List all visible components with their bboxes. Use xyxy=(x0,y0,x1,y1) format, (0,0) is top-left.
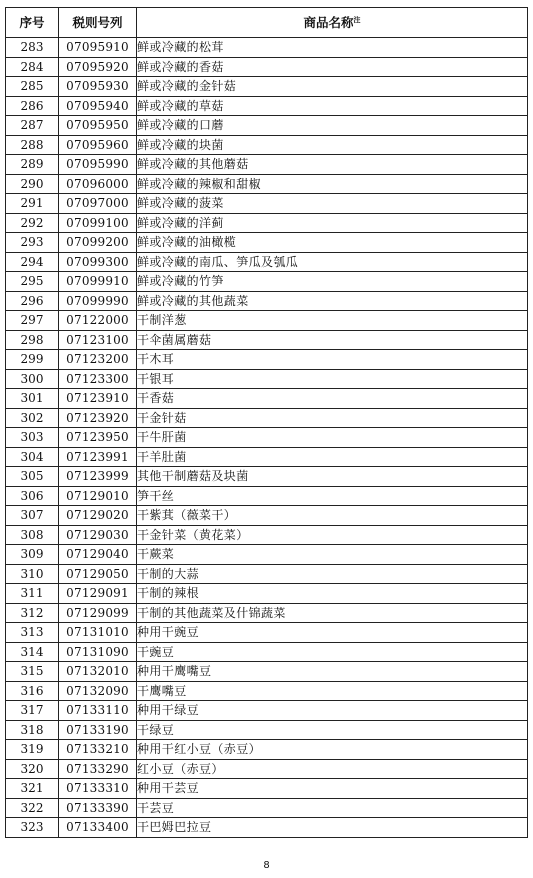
row-code: 07095910 xyxy=(59,38,137,58)
tariff-table xyxy=(5,7,528,838)
row-name: 鲜或冷藏的草菇 xyxy=(137,96,528,116)
row-seq: 285 xyxy=(6,77,59,97)
row-seq: 303 xyxy=(6,428,59,448)
row-name: 干金针菇 xyxy=(137,408,528,428)
table-row xyxy=(6,486,528,506)
row-name: 鲜或冷藏的洋蓟 xyxy=(137,213,528,233)
table-row xyxy=(6,135,528,155)
row-seq: 316 xyxy=(6,681,59,701)
table-row xyxy=(6,350,528,370)
row-code: 07123200 xyxy=(59,350,137,370)
row-seq: 317 xyxy=(6,701,59,721)
row-name: 干金针菜（黄花菜） xyxy=(137,525,528,545)
row-seq: 318 xyxy=(6,720,59,740)
row-name: 干豌豆 xyxy=(137,642,528,662)
row-code: 07133310 xyxy=(59,779,137,799)
row-seq: 284 xyxy=(6,57,59,77)
row-code: 07133210 xyxy=(59,740,137,760)
row-seq: 287 xyxy=(6,116,59,136)
table-row xyxy=(6,818,528,838)
row-name: 鲜或冷藏的香菇 xyxy=(137,57,528,77)
table-row xyxy=(6,213,528,233)
row-code: 07099300 xyxy=(59,252,137,272)
row-seq: 296 xyxy=(6,291,59,311)
row-code: 07099990 xyxy=(59,291,137,311)
table-row xyxy=(6,584,528,604)
table-body xyxy=(6,38,528,838)
table-row xyxy=(6,252,528,272)
row-seq: 291 xyxy=(6,194,59,214)
table-row xyxy=(6,642,528,662)
row-code: 07099100 xyxy=(59,213,137,233)
table-row xyxy=(6,272,528,292)
row-seq: 321 xyxy=(6,779,59,799)
table-row xyxy=(6,408,528,428)
row-name: 干香菇 xyxy=(137,389,528,409)
row-seq: 298 xyxy=(6,330,59,350)
row-name: 种用干鹰嘴豆 xyxy=(137,662,528,682)
table-row xyxy=(6,174,528,194)
row-name: 其他干制蘑菇及块菌 xyxy=(137,467,528,487)
row-name: 鲜或冷藏的块菌 xyxy=(137,135,528,155)
table-row xyxy=(6,155,528,175)
row-name: 种用干红小豆（赤豆） xyxy=(137,740,528,760)
table-row xyxy=(6,447,528,467)
row-code: 07095920 xyxy=(59,57,137,77)
row-name: 干制的其他蔬菜及什锦蔬菜 xyxy=(137,603,528,623)
row-code: 07123999 xyxy=(59,467,137,487)
row-name: 鲜或冷藏的南瓜、笋瓜及瓠瓜 xyxy=(137,252,528,272)
row-name: 鲜或冷藏的其他蔬菜 xyxy=(137,291,528,311)
row-name: 鲜或冷藏的其他蘑菇 xyxy=(137,155,528,175)
table-row xyxy=(6,428,528,448)
row-name: 种用干豌豆 xyxy=(137,623,528,643)
row-name: 干伞菌属蘑菇 xyxy=(137,330,528,350)
row-name: 干蕨菜 xyxy=(137,545,528,565)
row-code: 07132010 xyxy=(59,662,137,682)
table-row xyxy=(6,77,528,97)
header-code: 税则号列 xyxy=(59,8,137,38)
table-row xyxy=(6,701,528,721)
row-seq: 289 xyxy=(6,155,59,175)
row-name: 鲜或冷藏的口蘑 xyxy=(137,116,528,136)
header-name-footnote-marker: 注 xyxy=(353,15,361,24)
row-name: 干巴姆巴拉豆 xyxy=(137,818,528,838)
row-name: 干鹰嘴豆 xyxy=(137,681,528,701)
table-row xyxy=(6,798,528,818)
row-seq: 300 xyxy=(6,369,59,389)
table-row xyxy=(6,233,528,253)
row-code: 07095950 xyxy=(59,116,137,136)
row-name: 干牛肝菌 xyxy=(137,428,528,448)
row-name: 种用干绿豆 xyxy=(137,701,528,721)
row-code: 07095990 xyxy=(59,155,137,175)
row-name: 干银耳 xyxy=(137,369,528,389)
row-code: 07123950 xyxy=(59,428,137,448)
row-code: 07123991 xyxy=(59,447,137,467)
row-seq: 288 xyxy=(6,135,59,155)
row-seq: 290 xyxy=(6,174,59,194)
row-name: 干制的辣根 xyxy=(137,584,528,604)
table-row xyxy=(6,369,528,389)
row-seq: 322 xyxy=(6,798,59,818)
row-seq: 315 xyxy=(6,662,59,682)
row-seq: 311 xyxy=(6,584,59,604)
row-name: 干芸豆 xyxy=(137,798,528,818)
table-row xyxy=(6,603,528,623)
row-seq: 305 xyxy=(6,467,59,487)
row-code: 07129050 xyxy=(59,564,137,584)
table-row xyxy=(6,389,528,409)
row-seq: 304 xyxy=(6,447,59,467)
row-seq: 306 xyxy=(6,486,59,506)
row-seq: 297 xyxy=(6,311,59,331)
row-code: 07123300 xyxy=(59,369,137,389)
row-name: 干木耳 xyxy=(137,350,528,370)
row-code: 07123920 xyxy=(59,408,137,428)
row-code: 07133110 xyxy=(59,701,137,721)
row-code: 07131010 xyxy=(59,623,137,643)
row-name: 鲜或冷藏的金针菇 xyxy=(137,77,528,97)
row-seq: 320 xyxy=(6,759,59,779)
row-code: 07129099 xyxy=(59,603,137,623)
table-row xyxy=(6,740,528,760)
row-seq: 313 xyxy=(6,623,59,643)
table-row xyxy=(6,96,528,116)
row-name: 鲜或冷藏的竹笋 xyxy=(137,272,528,292)
row-code: 07095960 xyxy=(59,135,137,155)
table-row xyxy=(6,545,528,565)
row-code: 07129020 xyxy=(59,506,137,526)
row-name: 鲜或冷藏的菠菜 xyxy=(137,194,528,214)
row-name: 笋干丝 xyxy=(137,486,528,506)
row-code: 07129030 xyxy=(59,525,137,545)
row-code: 07129040 xyxy=(59,545,137,565)
row-code: 07133400 xyxy=(59,818,137,838)
row-code: 07095940 xyxy=(59,96,137,116)
row-seq: 295 xyxy=(6,272,59,292)
table-row xyxy=(6,662,528,682)
row-seq: 308 xyxy=(6,525,59,545)
table-row xyxy=(6,194,528,214)
row-code: 07123100 xyxy=(59,330,137,350)
row-name: 种用干芸豆 xyxy=(137,779,528,799)
table-row xyxy=(6,720,528,740)
table-row xyxy=(6,564,528,584)
header-seq: 序号 xyxy=(6,8,59,38)
row-seq: 307 xyxy=(6,506,59,526)
table-row xyxy=(6,779,528,799)
row-code: 07133190 xyxy=(59,720,137,740)
header-row xyxy=(6,8,528,38)
row-name: 红小豆（赤豆） xyxy=(137,759,528,779)
row-code: 07133290 xyxy=(59,759,137,779)
table-row xyxy=(6,311,528,331)
row-seq: 302 xyxy=(6,408,59,428)
header-name xyxy=(137,8,528,38)
page-number: 8 xyxy=(263,860,270,871)
header-name-label: 商品名称 xyxy=(303,15,354,30)
row-code: 07123910 xyxy=(59,389,137,409)
row-code: 07095930 xyxy=(59,77,137,97)
table-row xyxy=(6,57,528,77)
table-row xyxy=(6,116,528,136)
row-seq: 309 xyxy=(6,545,59,565)
table-header xyxy=(6,8,528,38)
table-row xyxy=(6,38,528,58)
row-code: 07099910 xyxy=(59,272,137,292)
row-seq: 286 xyxy=(6,96,59,116)
row-seq: 310 xyxy=(6,564,59,584)
table-row xyxy=(6,330,528,350)
table-row xyxy=(6,759,528,779)
table-row xyxy=(6,623,528,643)
row-name: 干制洋葱 xyxy=(137,311,528,331)
row-code: 07097000 xyxy=(59,194,137,214)
row-name: 鲜或冷藏的松茸 xyxy=(137,38,528,58)
row-code: 07132090 xyxy=(59,681,137,701)
table-row xyxy=(6,467,528,487)
row-code: 07129091 xyxy=(59,584,137,604)
row-name: 干羊肚菌 xyxy=(137,447,528,467)
row-name: 干紫萁（薇菜干） xyxy=(137,506,528,526)
row-code: 07133390 xyxy=(59,798,137,818)
row-code: 07122000 xyxy=(59,311,137,331)
row-seq: 323 xyxy=(6,818,59,838)
row-name: 鲜或冷藏的辣椒和甜椒 xyxy=(137,174,528,194)
row-code: 07099200 xyxy=(59,233,137,253)
row-code: 07096000 xyxy=(59,174,137,194)
row-seq: 294 xyxy=(6,252,59,272)
table-row xyxy=(6,291,528,311)
row-seq: 301 xyxy=(6,389,59,409)
row-name: 干绿豆 xyxy=(137,720,528,740)
table-row xyxy=(6,506,528,526)
row-seq: 292 xyxy=(6,213,59,233)
row-code: 07131090 xyxy=(59,642,137,662)
row-seq: 283 xyxy=(6,38,59,58)
row-seq: 293 xyxy=(6,233,59,253)
table-row xyxy=(6,525,528,545)
row-seq: 319 xyxy=(6,740,59,760)
table-row xyxy=(6,681,528,701)
row-code: 07129010 xyxy=(59,486,137,506)
row-seq: 299 xyxy=(6,350,59,370)
row-name: 鲜或冷藏的油橄榄 xyxy=(137,233,528,253)
row-name: 干制的大蒜 xyxy=(137,564,528,584)
row-seq: 312 xyxy=(6,603,59,623)
row-seq: 314 xyxy=(6,642,59,662)
